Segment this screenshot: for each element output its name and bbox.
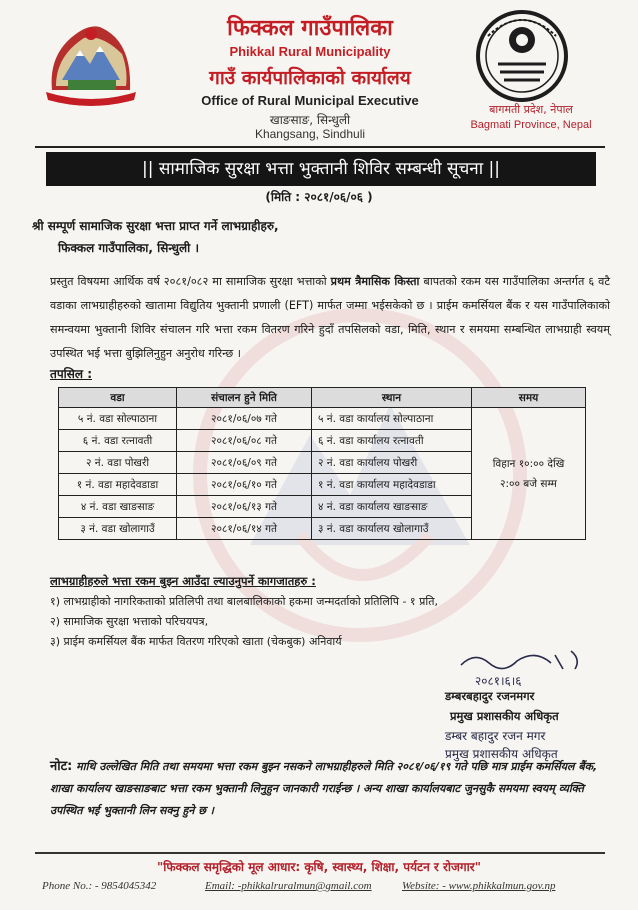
- signatory-name: डम्बरबहादुर रजनमगर: [445, 689, 535, 703]
- list-item: २) सामाजिक सुरक्षा भत्ताको परिचयपत्र,: [50, 615, 209, 628]
- cell-place: २ नं. वडा कार्यालय पोखरी: [312, 452, 472, 474]
- address-english: Khangsang, Sindhuli: [254, 127, 366, 141]
- office-name-nepali: गाउँ कार्यपालिकाको कार्यालय: [209, 67, 411, 89]
- cell-time: [472, 408, 586, 540]
- cell-ward: २ नं. वडा पोखरी: [59, 452, 177, 474]
- schedule-table: [58, 387, 586, 540]
- cell-place: १ नं. वडा कार्यालय महादेवडाडा: [312, 474, 472, 496]
- note-text: माथि उल्लेखित मिति तथा समयमा भत्ता रकम बुझ्न नसकने लाभग्राहीहरुले मिति २०८१/०६/१९ गते पछि मात्र प्राईम कमर्सियल बैंक, शाखा कार्यालय खाङसाङबाट भत्ता रकम भुक्तानी लिनुहुन जानकारी गराईन्छ । अन्य शाखा कार्यालयबाट जुनसुकै समयमा स्वयम् व्यक्ति उपस्थित भई भुक्तानी लिन सक्नु हुने छ ।: [50, 760, 598, 817]
- note-paragraph: [50, 756, 610, 822]
- municipality-stamp-icon: [468, 6, 576, 106]
- list-item: ३) प्राईम कमर्सियल बैंक मार्फत वितरण गरिएको खाता (चेकबुक) अनिवार्य: [50, 635, 342, 648]
- stamp-signatory-name: डम्बर बहादुर रजन मगर: [445, 729, 546, 743]
- documents-list: [50, 592, 438, 652]
- schedule-heading: तपसिल :: [50, 367, 92, 381]
- cell-ward: ३ नं. वडा खोलागाउँ: [59, 518, 177, 540]
- column-header-date: संचालन हुने मिति: [177, 388, 312, 408]
- footer-divider: [35, 852, 605, 854]
- cell-place: ५ नं. वडा कार्यालय सोल्पाठाना: [312, 408, 472, 430]
- recipient-line-1: श्री सम्पूर्ण सामाजिक सुरक्षा भत्ता प्राप्त गर्ने लाभग्राहीहरु,: [32, 219, 279, 233]
- cell-ward: ६ नं. वडा रत्नावती: [59, 430, 177, 452]
- cell-place: ३ नं. वडा कार्यालय खोलागाउँ: [312, 518, 472, 540]
- cell-date: २०८१/०६/०७ गते: [177, 408, 312, 430]
- cell-date: २०८१/०६/१४ गते: [177, 518, 312, 540]
- column-header-time: समय: [472, 388, 586, 408]
- cell-ward: १ नं. वडा महादेवडाडा: [59, 474, 177, 496]
- address-nepali: खाङसाङ, सिन्धुली: [269, 113, 351, 127]
- footer-phone: Phone No.: - 9854045342: [42, 880, 157, 892]
- note-label: नोट:: [50, 759, 73, 774]
- time-line-1: विहान १०:०० देखि: [492, 457, 565, 470]
- cell-place: ४ नं. वडा कार्यालय खाङसाङ: [312, 496, 472, 518]
- cell-date: २०८१/०६/०९ गते: [177, 452, 312, 474]
- column-header-ward: वडा: [59, 388, 177, 408]
- municipality-name-nepali: फिक्कल गाउँपालिका: [227, 16, 393, 41]
- notice-title: || सामाजिक सुरक्षा भत्ता भुक्तानी शिविर सम्बन्धी सूचना ||: [46, 152, 596, 186]
- header-divider: [35, 146, 605, 148]
- signatory-title: प्रमुख प्रशासकीय अधिकृत: [450, 709, 559, 723]
- cell-ward: ४ नं. वडा खाङसाङ: [59, 496, 177, 518]
- signature-date: २०८१।६।६: [475, 674, 522, 688]
- notice-body: [50, 270, 610, 366]
- column-header-place: स्थान: [312, 388, 472, 408]
- cell-date: २०८१/०६/१० गते: [177, 474, 312, 496]
- body-part-2: बापतको रकम यस गाउँपालिका अन्तर्गत ६ वटै वडाका लाभग्राहीहरुको खातामा विद्युतिय भुक्तानी प्रणाली (EFT) मार्फत जम्मा भईसकेको छ । प्राईम कमर्सियल बैंक र यस गाउँपालिकाको समन्वयमा भुक्तानी शिविर संचालन गरि भत्ता रकम वितरण गरिने हुदाँ तपसिलको वडा, मिति, स्थान र समयमा सम्बन्धित लाभग्राही स्वयम् उपस्थित भई भत्ता बुझिलिनुहुन अनुरोध गरिन्छ ।: [50, 275, 610, 360]
- footer-motto: "फिक्कल समृद्धिको मूल आधार: कृषि, स्वास्थ्य, शिक्षा, पर्यटन र रोजगार": [157, 860, 481, 874]
- footer-website-link[interactable]: Website: - www.phikkalmun.gov.np: [402, 880, 556, 892]
- cell-ward: ५ नं. वडा सोल्पाठाना: [59, 408, 177, 430]
- government-emblem-icon: [42, 20, 140, 108]
- table-row: [59, 408, 586, 430]
- stamp-signatory-title: प्रमुख प्रशासकीय अधिकृत: [445, 747, 558, 761]
- office-name-english: Office of Rural Municipal Executive: [201, 93, 419, 108]
- notice-date: (मिति : २०८१/०६/०६ ): [265, 190, 373, 204]
- recipient-line-2: फिक्कल गाउँपालिका, सिन्धुली ।: [58, 241, 199, 255]
- handwritten-signature-icon: [455, 645, 595, 690]
- table-header-row: [59, 388, 586, 408]
- documents-heading: लाभग्राहीहरुले भत्ता रकम बुझ्न आउँदा ल्याउनुपर्ने कागजातहरु :: [50, 574, 316, 588]
- province-english: Bagmati Province, Nepal: [470, 119, 592, 131]
- footer-email-link[interactable]: Email: -phikkalruralmun@gmail.com: [205, 880, 372, 892]
- time-line-2: २:०० बजे सम्म: [500, 477, 557, 490]
- municipality-name-english: Phikkal Rural Municipality: [229, 44, 391, 59]
- cell-date: २०८१/०६/१३ गते: [177, 496, 312, 518]
- list-item: १) लाभग्राहीको नागरिकताको प्रतिलिपी तथा बालबालिकाको हकमा जन्मदर्ताको प्रतिलिपि - १ प्रति,: [50, 595, 439, 608]
- cell-place: ६ नं. वडा कार्यालय रत्नावती: [312, 430, 472, 452]
- body-part-1: प्रस्तुत विषयमा आर्थिक वर्ष २०८१/०८२ मा सामाजिक सुरक्षा भत्ताको: [50, 275, 331, 288]
- cell-date: २०८१/०६/०८ गते: [177, 430, 312, 452]
- province-nepali: बागमती प्रदेश, नेपाल: [489, 103, 573, 116]
- body-bold-installment: प्रथम त्रैमासिक किस्ता: [330, 275, 420, 288]
